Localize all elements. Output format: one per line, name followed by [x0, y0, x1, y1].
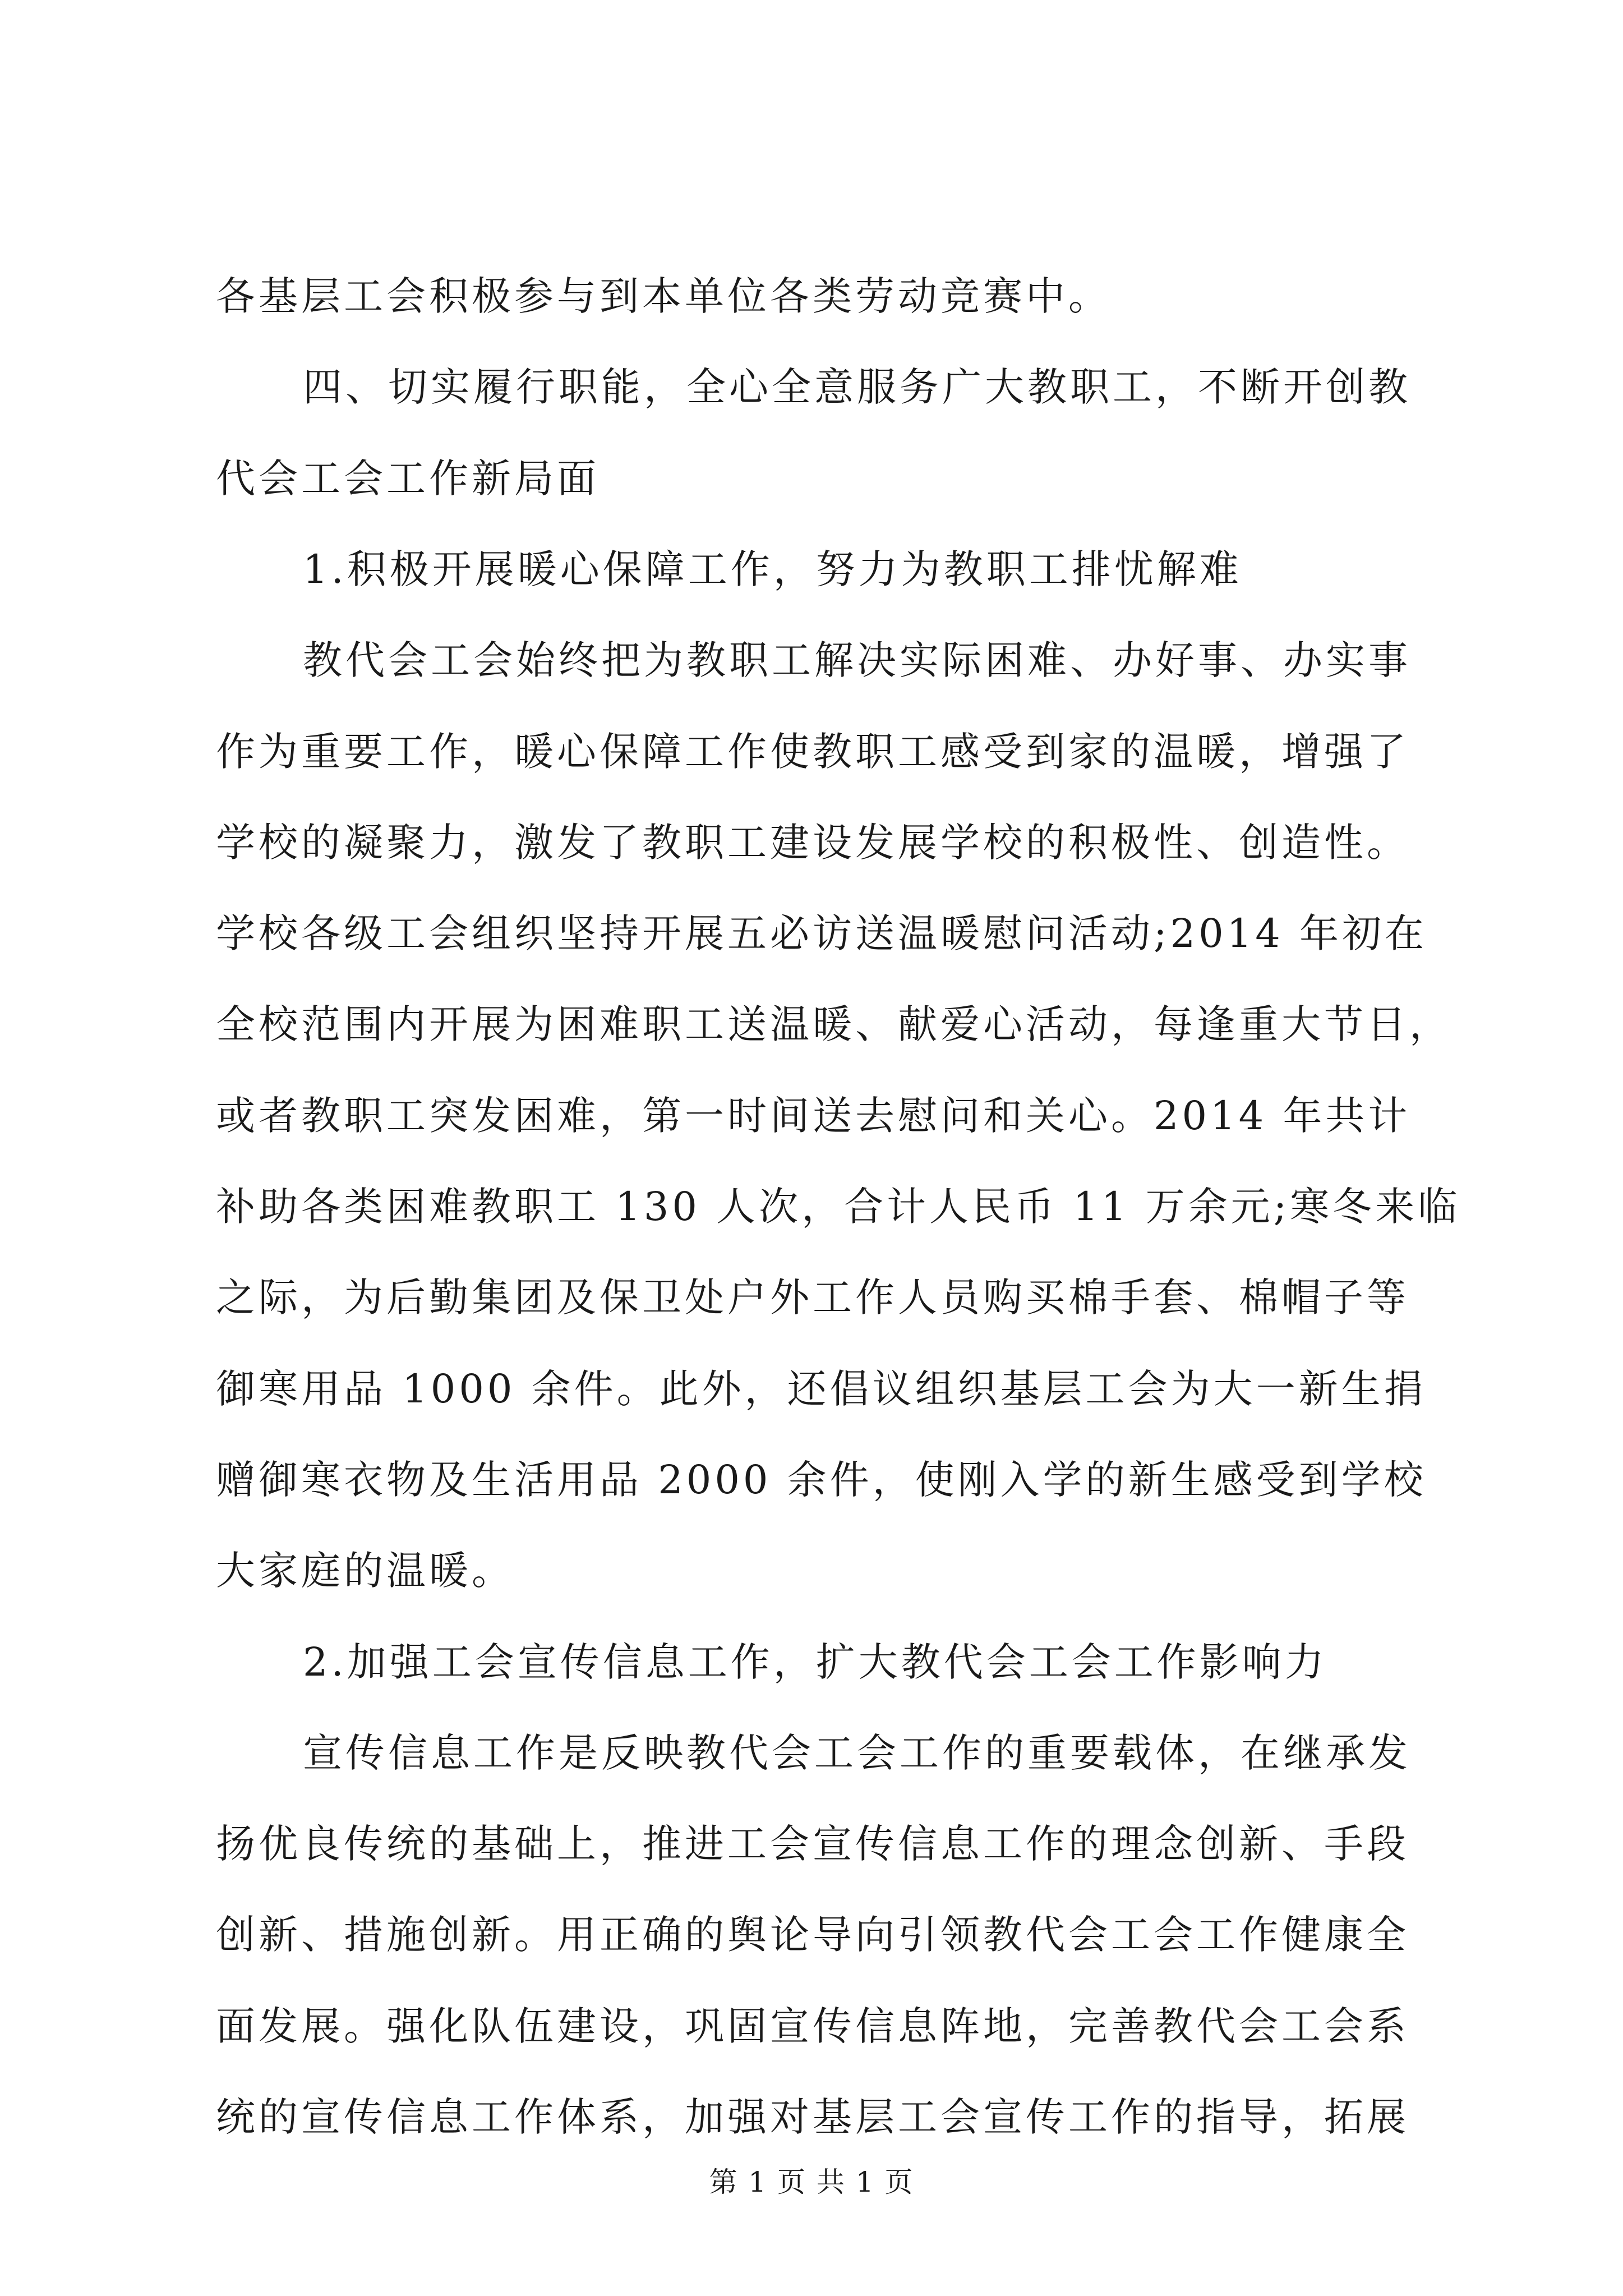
text-line: 学校的凝聚力，激发了教职工建设发展学校的积极性、创造性。: [216, 820, 1409, 866]
text-line: 创新、措施创新。用正确的舆论导向引领教代会工会工作健康全: [216, 1912, 1409, 1958]
text-line: 教代会工会始终把为教职工解决实际困难、办好事、办实事: [303, 637, 1411, 683]
text-line: 扬优良传统的基础上，推进工会宣传信息工作的理念创新、手段: [216, 1821, 1409, 1867]
text-line: 或者教职工突发困难，第一时间送去慰问和关心。2014 年共计: [216, 1093, 1411, 1139]
text-line: 御寒用品 1000 余件。此外，还倡议组织基层工会为大一新生捐: [216, 1366, 1427, 1412]
subsection-heading: 2.加强工会宣传信息工作，扩大教代会工会工作影响力: [303, 1639, 1327, 1685]
subsection-heading: 1.积极开展暖心保障工作，努力为教职工排忧解难: [303, 546, 1242, 592]
section-heading: 四、切实履行职能，全心全意服务广大教职工，不断开创教: [303, 364, 1411, 410]
text-line: 大家庭的温暖。: [216, 1548, 514, 1594]
text-line: 补助各类困难教职工 130 人次，合计人民币 11 万余元;寒冬来临: [216, 1184, 1461, 1230]
text-line: 统的宣传信息工作体系，加强对基层工会宣传工作的指导，拓展: [216, 2094, 1409, 2140]
page-number: 第 1 页 共 1 页: [709, 2166, 914, 2198]
text-line: 各基层工会积极参与到本单位各类劳动竞赛中。: [216, 273, 1111, 319]
text-line: 面发展。强化队伍建设，巩固宣传信息阵地，完善教代会工会系: [216, 2003, 1409, 2049]
section-heading: 代会工会工作新局面: [216, 455, 600, 501]
text-line: 学校各级工会组织坚持开展五必访送温暖慰问活动;2014 年初在: [216, 910, 1427, 956]
text-line: 宣传信息工作是反映教代会工会工作的重要载体，在继承发: [303, 1730, 1411, 1776]
text-line: 之际，为后勤集团及保卫处户外工作人员购买棉手套、棉帽子等: [216, 1274, 1409, 1320]
text-line: 作为重要工作，暖心保障工作使教职工感受到家的温暖，增强了: [216, 729, 1409, 775]
text-line: 全校范围内开展为困难职工送温暖、献爱心活动，每逢重大节日，: [216, 1001, 1452, 1047]
text-line: 赠御寒衣物及生活用品 2000 余件，使刚入学的新生感受到学校: [216, 1457, 1427, 1503]
